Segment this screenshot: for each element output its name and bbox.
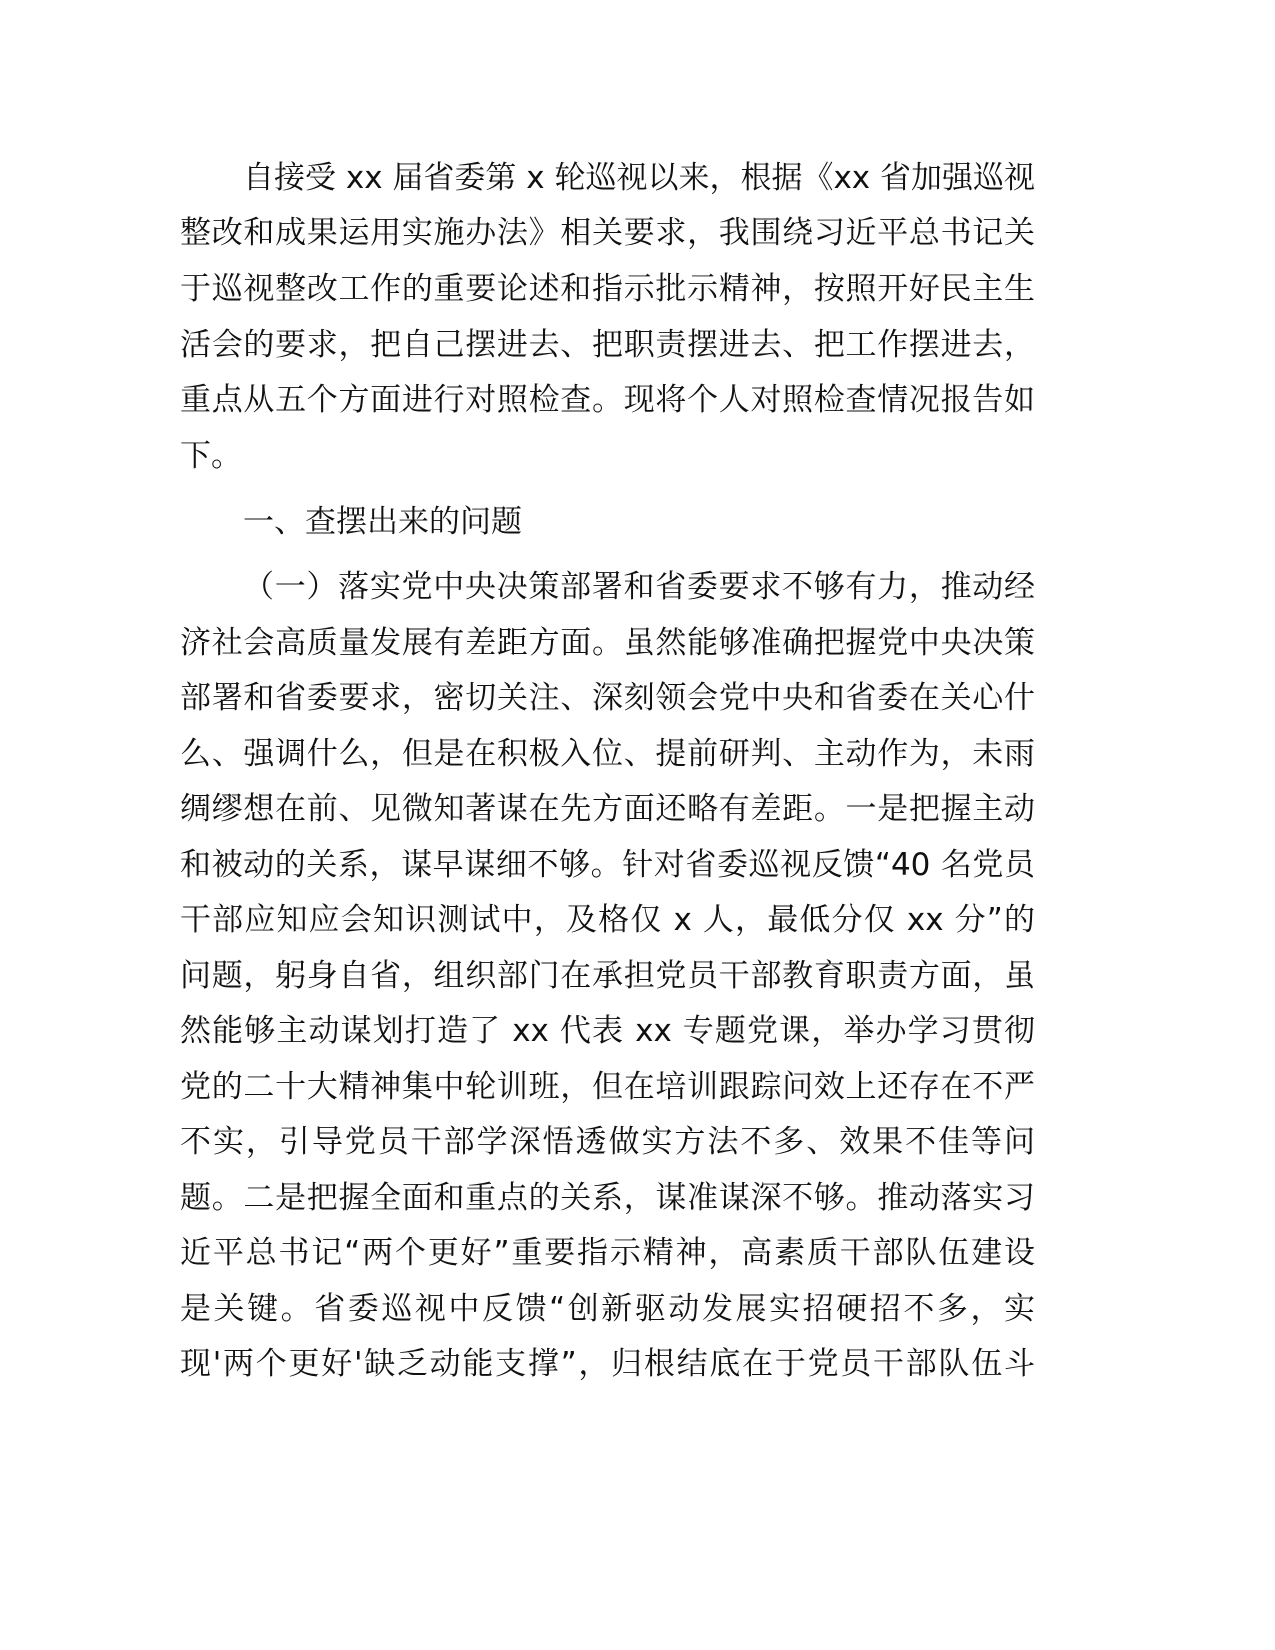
paragraph-line: 和被动的关系，谋早谋细不够。针对省委巡视反馈“40 名党员 [180,846,1035,883]
paragraph-line: 问题，躬身自省，组织部门在承担党员干部教育职责方面，虽 [180,957,1035,994]
paragraph-line: 下。 [180,438,242,474]
paragraph-line: 然能够主动谋划打造了 xx 代表 xx 专题党课，举办学习贯彻 [180,1013,1035,1049]
paragraph-line: 是关键。省委巡视中反馈“创新驱动发展实招硬招不多，实 [180,1290,1035,1327]
paragraph-line: （一）落实党中央决策部署和省委要求不够有力，推动经 [243,569,1035,605]
paragraph-line: 自接受 xx 届省委第 x 轮巡视以来，根据《xx 省加强巡视 [243,160,1035,196]
paragraph-line: 不实，引导党员干部学深悟透做实方法不多、效果不佳等问 [180,1124,1035,1160]
paragraph-line: 近平总书记“两个更好”重要指示精神，高素质干部队伍建设 [180,1235,1035,1271]
paragraph-line: 现'两个更好'缺乏动能支撑”，归根结底在于党员干部队伍斗 [180,1346,1035,1382]
paragraph-line: 整改和成果运用实施办法》相关要求，我围绕习近平总书记关 [180,215,1035,251]
paragraph-line: 活会的要求，把自己摆进去、把职责摆进去、把工作摆进去， [180,327,1035,363]
paragraph-line: 题。二是把握全面和重点的关系，谋准谋深不够。推动落实习 [180,1179,1035,1216]
paragraph-line: 么、强调什么，但是在积极入位、提前研判、主动作为，未雨 [180,735,1035,772]
paragraph-line: 重点从五个方面进行对照检查。现将个人对照检查情况报告如 [180,382,1035,418]
paragraph-line: 党的二十大精神集中轮训班，但在培训跟踪问效上还存在不严 [180,1068,1035,1105]
paragraph-line: 济社会高质量发展有差距方面。虽然能够准确把握党中央决策 [180,624,1035,661]
paragraph-line: 干部应知应会知识测试中，及格仅 x 人，最低分仅 xx 分”的 [180,902,1035,938]
paragraph-line: 绸缪想在前、见微知著谋在先方面还略有差距。一是把握主动 [180,791,1035,827]
paragraph-line: 于巡视整改工作的重要论述和指示批示精神，按照开好民主生 [180,271,1035,307]
section-heading: 一、查摆出来的问题 [243,504,522,540]
paragraph-line: 部署和省委要求，密切关注、深刻领会党中央和省委在关心什 [180,680,1035,716]
